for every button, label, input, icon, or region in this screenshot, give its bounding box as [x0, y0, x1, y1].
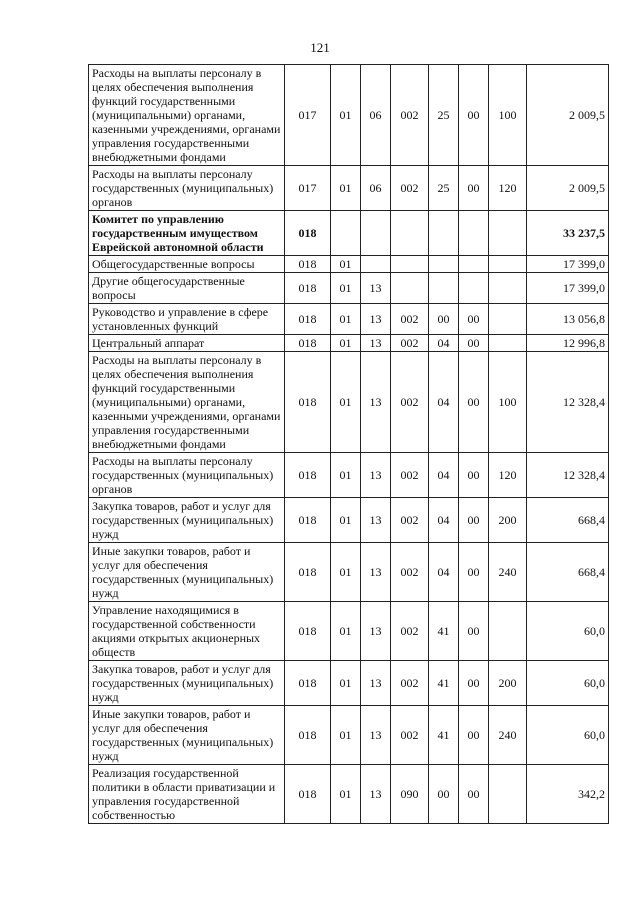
target-code-3: 00 — [459, 166, 489, 211]
target-code-2: 00 — [429, 765, 459, 824]
subsection-code: 13 — [361, 453, 391, 498]
target-code-1: 002 — [391, 706, 429, 765]
table-row — [89, 273, 609, 304]
subsection-code: 13 — [361, 765, 391, 824]
target-code-1 — [391, 256, 429, 273]
subsection-code: 13 — [361, 543, 391, 602]
row-name: Другие общегосударственные вопросы — [89, 273, 285, 304]
expense-type-code — [489, 304, 527, 335]
row-sum: 33 237,5 — [527, 211, 609, 256]
target-code-1: 002 — [391, 304, 429, 335]
subsection-code — [361, 211, 391, 256]
ved-code: 018 — [285, 498, 331, 543]
page-number: 121 — [310, 40, 330, 55]
budget-table — [88, 64, 609, 824]
expense-type-code — [489, 602, 527, 661]
row-name: Расходы на выплаты персоналу государственных (муниципальных) органов — [89, 453, 285, 498]
table-row — [89, 498, 609, 543]
expense-type-code: 200 — [489, 498, 527, 543]
ved-code: 018 — [285, 273, 331, 304]
ved-code: 018 — [285, 256, 331, 273]
row-sum: 60,0 — [527, 602, 609, 661]
row-name: Закупка товаров, работ и услуг для государственных (муниципальных) нужд — [89, 498, 285, 543]
target-code-2: 04 — [429, 498, 459, 543]
row-name: Иные закупки товаров, работ и услуг для обеспечения государственных (муниципальных) нужд — [89, 706, 285, 765]
expense-type-code — [489, 335, 527, 352]
row-sum: 2 009,5 — [527, 65, 609, 166]
section-code: 01 — [331, 453, 361, 498]
target-code-2: 41 — [429, 661, 459, 706]
ved-code: 018 — [285, 304, 331, 335]
target-code-3: 00 — [459, 661, 489, 706]
subsection-code: 06 — [361, 166, 391, 211]
expense-type-code: 240 — [489, 706, 527, 765]
expense-type-code: 100 — [489, 65, 527, 166]
subsection-code: 13 — [361, 335, 391, 352]
row-name: Руководство и управление в сфере установленных функций — [89, 304, 285, 335]
row-sum: 668,4 — [527, 543, 609, 602]
target-code-3: 00 — [459, 543, 489, 602]
row-name: Расходы на выплаты персоналу в целях обеспечения выполнения функций государственными (муниципальными) органами, казенными учреждениями, органами управления государственными внебюджетными фондами — [89, 352, 285, 453]
target-code-2: 25 — [429, 65, 459, 166]
target-code-3: 00 — [459, 602, 489, 661]
table-row — [89, 661, 609, 706]
target-code-1: 002 — [391, 498, 429, 543]
ved-code: 018 — [285, 543, 331, 602]
expense-type-code — [489, 211, 527, 256]
table-row — [89, 765, 609, 824]
target-code-3 — [459, 256, 489, 273]
target-code-1 — [391, 211, 429, 256]
row-name: Иные закупки товаров, работ и услуг для обеспечения государственных (муниципальных) нужд — [89, 543, 285, 602]
ved-code: 018 — [285, 765, 331, 824]
row-sum: 12 996,8 — [527, 335, 609, 352]
row-sum: 668,4 — [527, 498, 609, 543]
target-code-1: 002 — [391, 166, 429, 211]
target-code-1: 002 — [391, 335, 429, 352]
table-row — [89, 602, 609, 661]
ved-code: 018 — [285, 706, 331, 765]
table-row — [89, 352, 609, 453]
section-code: 01 — [331, 602, 361, 661]
ved-code: 017 — [285, 65, 331, 166]
subsection-code: 13 — [361, 661, 391, 706]
row-name: Управление находящимися в государственной собственности акциями открытых акционерных обществ — [89, 602, 285, 661]
expense-type-code: 200 — [489, 661, 527, 706]
expense-type-code — [489, 256, 527, 273]
section-code: 01 — [331, 352, 361, 453]
subsection-code: 13 — [361, 498, 391, 543]
subsection-code: 13 — [361, 706, 391, 765]
expense-type-code — [489, 765, 527, 824]
target-code-1: 002 — [391, 453, 429, 498]
row-sum: 17 399,0 — [527, 256, 609, 273]
row-sum: 60,0 — [527, 706, 609, 765]
target-code-3: 00 — [459, 304, 489, 335]
ved-code: 018 — [285, 335, 331, 352]
section-code: 01 — [331, 498, 361, 543]
target-code-2: 41 — [429, 602, 459, 661]
target-code-2: 04 — [429, 335, 459, 352]
row-name: Реализация государственной политики в области приватизации и управления государственной собственностью — [89, 765, 285, 824]
target-code-3: 00 — [459, 765, 489, 824]
target-code-3: 00 — [459, 498, 489, 543]
table-row — [89, 335, 609, 352]
section-code: 01 — [331, 543, 361, 602]
row-name: Центральный аппарат — [89, 335, 285, 352]
expense-type-code: 240 — [489, 543, 527, 602]
target-code-2: 04 — [429, 453, 459, 498]
row-name: Закупка товаров, работ и услуг для государственных (муниципальных) нужд — [89, 661, 285, 706]
table-row — [89, 166, 609, 211]
subsection-code: 06 — [361, 65, 391, 166]
target-code-3: 00 — [459, 706, 489, 765]
subsection-code: 13 — [361, 602, 391, 661]
target-code-2 — [429, 273, 459, 304]
row-sum: 342,2 — [527, 765, 609, 824]
target-code-2: 25 — [429, 166, 459, 211]
row-name: Расходы на выплаты персоналу в целях обеспечения выполнения функций государственными (муниципальными) органами, казенными учреждениями, органами управления государственными внебюджетными фондами — [89, 65, 285, 166]
subsection-code — [361, 256, 391, 273]
table-row — [89, 543, 609, 602]
table-row — [89, 304, 609, 335]
row-sum: 2 009,5 — [527, 166, 609, 211]
target-code-3 — [459, 273, 489, 304]
target-code-2: 41 — [429, 706, 459, 765]
subsection-code: 13 — [361, 352, 391, 453]
section-code: 01 — [331, 661, 361, 706]
target-code-1: 002 — [391, 65, 429, 166]
section-code: 01 — [331, 166, 361, 211]
section-code: 01 — [331, 706, 361, 765]
ved-code: 018 — [285, 352, 331, 453]
section-code: 01 — [331, 335, 361, 352]
target-code-3: 00 — [459, 335, 489, 352]
target-code-1 — [391, 273, 429, 304]
ved-code: 017 — [285, 166, 331, 211]
table-row — [89, 211, 609, 256]
target-code-3: 00 — [459, 65, 489, 166]
target-code-1: 002 — [391, 543, 429, 602]
target-code-2 — [429, 211, 459, 256]
section-code: 01 — [331, 256, 361, 273]
subsection-code: 13 — [361, 273, 391, 304]
ved-code: 018 — [285, 211, 331, 256]
target-code-2: 04 — [429, 352, 459, 453]
row-sum: 13 056,8 — [527, 304, 609, 335]
section-code: 01 — [331, 765, 361, 824]
target-code-1: 090 — [391, 765, 429, 824]
subsection-code: 13 — [361, 304, 391, 335]
target-code-3: 00 — [459, 453, 489, 498]
section-code — [331, 211, 361, 256]
table-row — [89, 256, 609, 273]
row-sum: 12 328,4 — [527, 352, 609, 453]
expense-type-code: 120 — [489, 166, 527, 211]
section-code: 01 — [331, 304, 361, 335]
target-code-2: 04 — [429, 543, 459, 602]
target-code-3 — [459, 211, 489, 256]
expense-type-code — [489, 273, 527, 304]
row-sum: 12 328,4 — [527, 453, 609, 498]
section-code: 01 — [331, 273, 361, 304]
expense-type-code: 120 — [489, 453, 527, 498]
table-row — [89, 453, 609, 498]
row-name: Общегосударственные вопросы — [89, 256, 285, 273]
target-code-1: 002 — [391, 352, 429, 453]
ved-code: 018 — [285, 453, 331, 498]
target-code-1: 002 — [391, 602, 429, 661]
row-sum: 17 399,0 — [527, 273, 609, 304]
row-name: Комитет по управлению государственным имуществом Еврейской автономной области — [89, 211, 285, 256]
row-sum: 60,0 — [527, 661, 609, 706]
ved-code: 018 — [285, 661, 331, 706]
target-code-2: 00 — [429, 304, 459, 335]
section-code: 01 — [331, 65, 361, 166]
table-row — [89, 706, 609, 765]
target-code-3: 00 — [459, 352, 489, 453]
target-code-1: 002 — [391, 661, 429, 706]
row-name: Расходы на выплаты персоналу государственных (муниципальных) органов — [89, 166, 285, 211]
expense-type-code: 100 — [489, 352, 527, 453]
target-code-2 — [429, 256, 459, 273]
table-row — [89, 65, 609, 166]
ved-code: 018 — [285, 602, 331, 661]
